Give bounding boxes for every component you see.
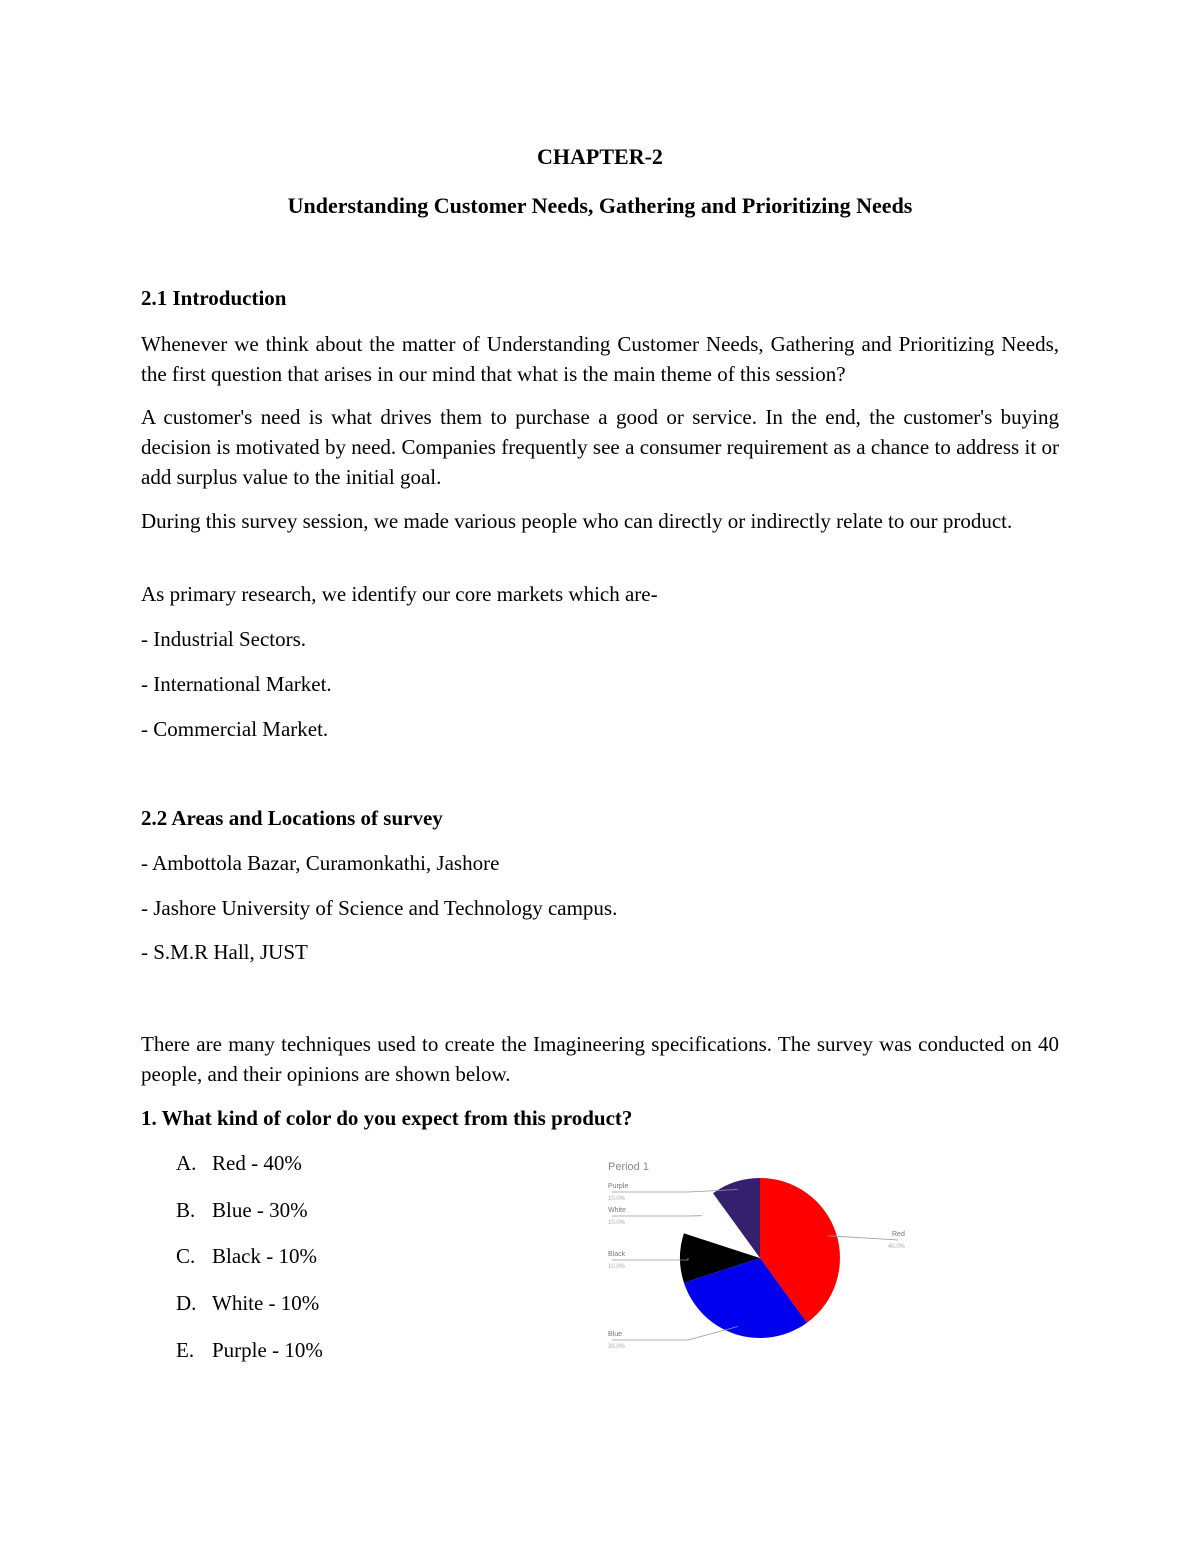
answer-option: [176, 1151, 302, 1176]
pie-label-percent: 10.0%: [608, 1220, 626, 1226]
survey-question: 1. What kind of color do you expect from this product?: [141, 1106, 633, 1130]
intro-paragraph-3: During this survey session, we made various people who can directly or indirectly relate to our product.: [141, 509, 1013, 533]
option-text: Blue - 30%: [212, 1198, 308, 1222]
section-heading-areas: 2.2 Areas and Locations of survey: [141, 806, 443, 830]
option-letter: B.: [176, 1198, 196, 1222]
chapter-heading: CHAPTER-2: [537, 144, 663, 169]
survey-intro-paragraph: There are many techniques used to create the Imagineering specifications. The survey was conducted on 40 people, and their opinions are shown below.: [141, 1032, 1059, 1086]
option-letter: D.: [176, 1291, 197, 1315]
option-text: White - 10%: [212, 1291, 320, 1315]
pie-label-category: White: [608, 1207, 626, 1214]
answer-option: [176, 1338, 323, 1363]
area-item: - S.M.R Hall, JUST: [141, 940, 308, 964]
market-item: - International Market.: [141, 672, 332, 696]
intro-paragraph-1: Whenever we think about the matter of Understanding Customer Needs, Gathering and Prioritizing Needs, the first question that arises in our mind that what is the main theme of this session?: [141, 332, 1059, 386]
answer-option: [176, 1291, 319, 1316]
answer-option: [176, 1198, 308, 1223]
chart-title: Period 1: [608, 1161, 649, 1173]
color-preference-pie-chart: [590, 1150, 930, 1370]
option-text: Black - 10%: [212, 1244, 317, 1268]
answer-option: [176, 1244, 317, 1269]
market-item: - Industrial Sectors.: [141, 627, 307, 651]
pie-label-category: Purple: [608, 1183, 629, 1190]
option-text: Red - 40%: [212, 1151, 302, 1175]
market-item: - Commercial Market.: [141, 717, 329, 741]
area-item: - Jashore University of Science and Technology campus.: [141, 896, 618, 920]
pie-label-percent: 10.0%: [608, 1264, 626, 1270]
pie-label-percent: 10.0%: [608, 1196, 626, 1202]
callout-line: [612, 1258, 688, 1260]
option-letter: A.: [176, 1151, 197, 1175]
pie-label-category: Red: [892, 1231, 905, 1238]
option-text: Purple - 10%: [212, 1338, 323, 1362]
option-letter: C.: [176, 1244, 196, 1268]
intro-paragraph-4: As primary research, we identify our core markets which are-: [141, 582, 658, 606]
callout-line: [612, 1327, 738, 1341]
pie-label-category: Black: [608, 1251, 626, 1258]
pie-label-category: Blue: [608, 1331, 623, 1338]
chapter-title: Understanding Customer Needs, Gathering and Prioritizing Needs: [287, 193, 913, 218]
pie-label-percent: 30.0%: [608, 1344, 626, 1350]
section-heading-introduction: 2.1 Introduction: [141, 286, 287, 310]
callout-line: [829, 1236, 899, 1240]
intro-paragraph-2: A customer's need is what drives them to purchase a good or service. In the end, the customer's buying decision is motivated by need. Companies frequently see a consumer requirement as a chance to address it or add surplus value to the initial goal.: [141, 405, 1059, 489]
pie-label-percent: 40.0%: [888, 1244, 906, 1250]
option-letter: E.: [176, 1338, 195, 1362]
area-item: - Ambottola Bazar, Curamonkathi, Jashore: [141, 851, 500, 875]
